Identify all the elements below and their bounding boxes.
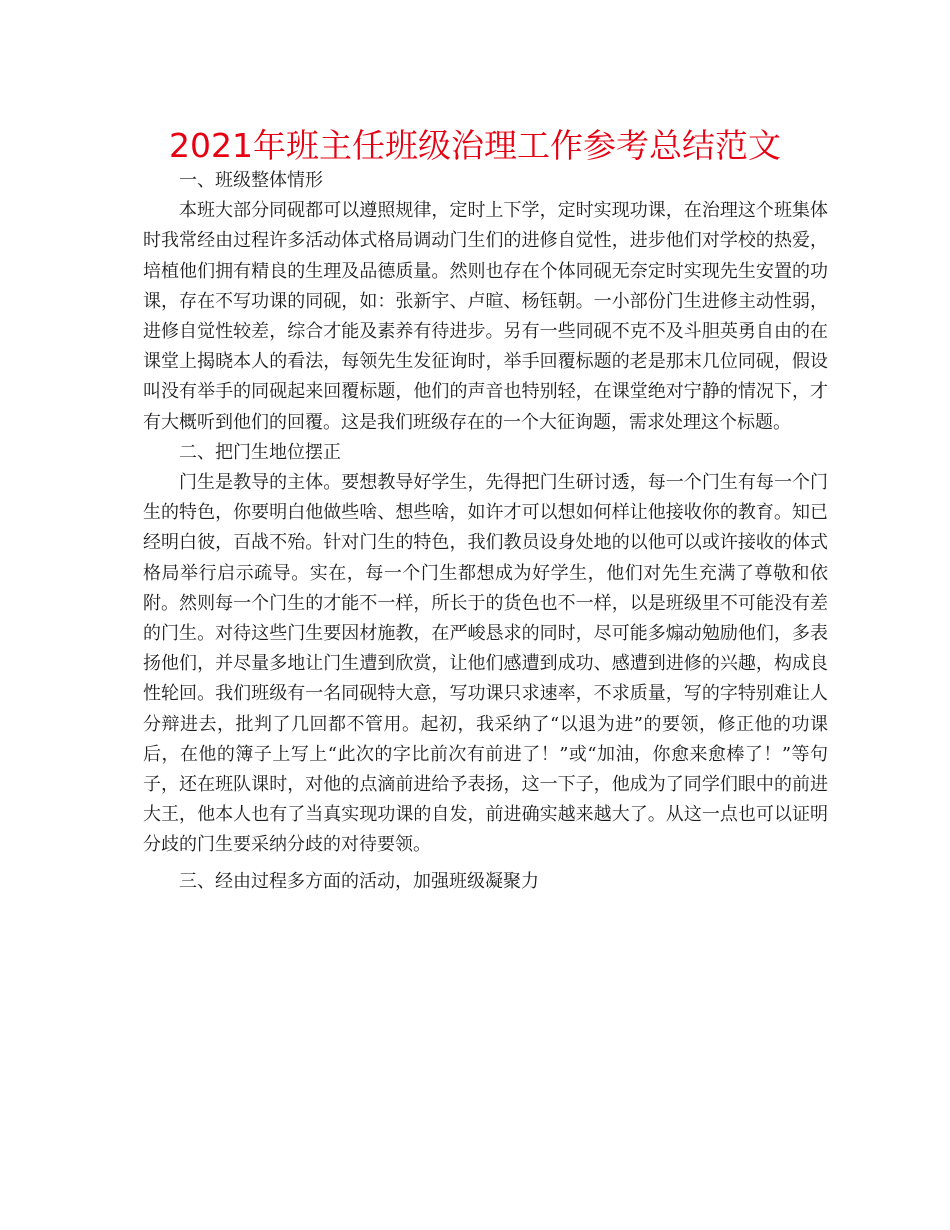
section-heading-3: 三、经由过程多方面的活动，加强班级凝聚力 (179, 870, 539, 892)
section-1-paragraph: 本班大部分同砚都可以遵照规律，定时上下学，定时实现功课，在治理这个班集体时我常经由过程许多活动体式格局调动门生们的进修自觉性，进步他们对学校的热爱，培植他们拥有精良的生理及品德质量。然则也存在个体同砚无奈定时实现先生安置的功课，存在不写功课的同砚，如：张新宇、卢暄、杨钰朝。一小部份门生进修主动性弱，进修自觉性较差，综合才能及素养有待进步。另有一些同砚不克不及斗胆英勇自由的在课堂上揭晓本人的看法，每领先生发征询时，举手回覆标题的老是那末几位同砚，假设叫没有举手的同砚起来回覆标题，他们的声音也特别轻，在课堂绝对宁静的情况下，才有大概听到他们的回覆。这是我们班级存在的一个大征询题，需求处理这个标题。 (143, 200, 828, 433)
document-title: 2021年班主任班级治理工作参考总结范文 (169, 126, 781, 165)
section-heading-2: 二、把门生地位摆正 (179, 441, 341, 463)
document-body (143, 166, 828, 897)
section-2-paragraph: 门生是教导的主体。要想教导好学生，先得把门生研讨透，每一个门生有每一个门生的特色，你要明白他做些啥、想些啥，如许才可以想如何样让他接收你的教育。知已经明白彼，百战不殆。针对门生的特色，我们教员设身处地的以他可以或许接收的体式格局举行启示疏导。实在，每一个门生都想成为好学生，他们对先生充满了尊敬和依附。然则每一个门生的才能不一样，所长于的货色也不一样，以是班级里不可能没有差的门生。对待这些门生要因材施教，在严峻恳求的同时，尽可能多煽动勉励他们，多表扬他们，并尽量多地让门生遭到欣赏，让他们感遭到成功、感遭到进修的兴趣，构成良性轮回。我们班级有一名同砚特大意，写功课只求速率，不求质量，写的字特别难让人分辩进去，批判了几回都不管用。起初，我采纳了“以退为进”的要领，修正他的功课后，在他的簿子上写上“此次的字比前次有前进了！”或“加油，你愈来愈棒了！”等句子，还在班队课时，对他的点滴前进给予表扬，这一下子，他成为了同学们眼中的前进大王，他本人也有了当真实现功课的自发，前进确实越来越大了。从这一点也可以证明分歧的门生要采纳分歧的对待要领。 (143, 472, 828, 856)
section-heading-1: 一、班级整体情形 (179, 170, 323, 191)
